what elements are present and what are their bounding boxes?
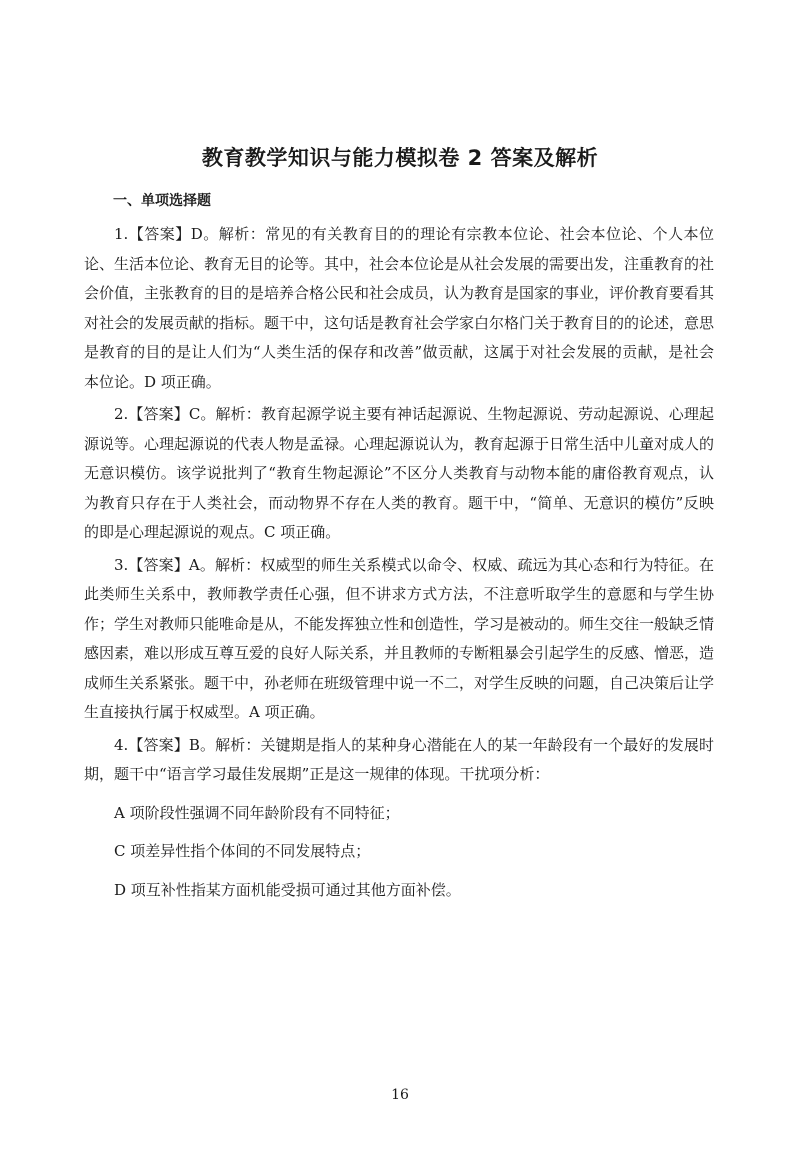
page-title: 教育教学知识与能力模拟卷 2 答案及解析 <box>201 146 599 170</box>
answer-body <box>84 220 714 914</box>
distractor-option-a: A 项阶段性强调不同年龄阶段有不同特征； <box>114 803 400 822</box>
answer-paragraph-4: 4.【答案】B。解析：关键期是指人的某种身心潜能在人的某一年龄段有一个最好的发展时期，题干中“语言学习最佳发展期”正是这一规律的体现。干扰项分析： <box>84 735 714 783</box>
distractor-option-d: D 项互补性指某方面机能受损可通过其他方面补偿。 <box>114 880 461 899</box>
section-heading: 一、单项选择题 <box>113 193 211 209</box>
answer-paragraph-1: 1.【答案】D。解析：常见的有关教育目的的理论有宗教本位论、社会本位论、个人本位论、生活本位论、教育无目的论等。其中，社会本位论是从社会发展的需要出发，注重教育的社会价值，主张教育的目的是培养合格公民和社会成员，认为教育是国家的事业，评价教育要看其对社会的发展贡献的指标。题干中，这句话是教育社会学家白尔格门关于教育目的的论述，意思是教育的目的是让人们为“人类生活的保存和改善”做贡献，这属于对社会发展的贡献，是社会本位论。D 项正确。 <box>84 225 715 391</box>
answer-paragraph-3: 3.【答案】A。解析：权威型的师生关系模式以命令、权威、疏远为其心态和行为特征。在此类师生关系中，教师教学责任心强，但不讲求方式方法，不注意听取学生的意愿和与学生协作；学生对教师只能唯命是从，不能发挥独立性和创造性，学习是被动的。师生交往一般缺乏情感因素，难以形成互尊互爱的良好人际关系，并且教师的专断粗暴会引起学生的反感、憎恶，造成师生关系紧张。题干中，孙老师在班级管理中说一不二，对学生反映的问题，自己决策后让学生直接执行属于权威型。A 项正确。 <box>84 555 715 721</box>
page-number: 16 <box>391 1087 409 1103</box>
distractor-option-c: C 项差异性指个体间的不同发展特点； <box>114 842 371 860</box>
answer-paragraph-2: 2.【答案】C。解析：教育起源学说主要有神话起源说、生物起源说、劳动起源说、心理起源说等。心理起源说的代表人物是孟禄。心理起源说认为，教育起源于日常生活中儿童对成人的无意识模仿。该学说批判了“教育生物起源论”不区分人类教育与动物本能的庸俗教育观点，认为教育只存在于人类社会，而动物界不存在人类的教育。题干中，“简单、无意识的模仿”反映的即是心理起源说的观点。C 项正确。 <box>84 405 715 541</box>
